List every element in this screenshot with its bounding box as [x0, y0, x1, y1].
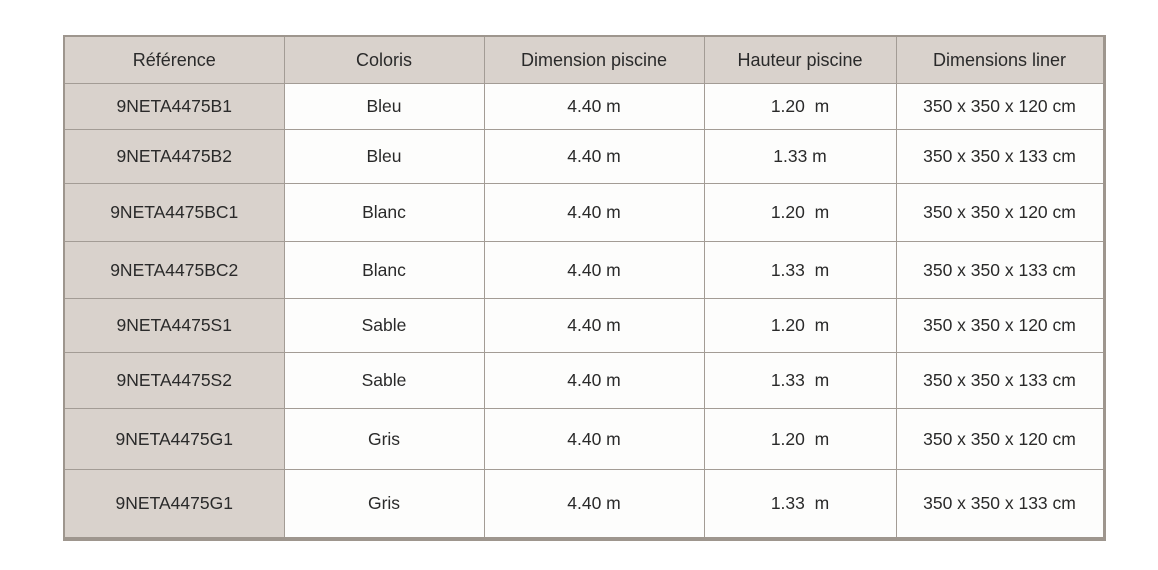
cell-hauteur-piscine: 1.33 m: [704, 130, 896, 184]
cell-coloris: Gris: [284, 409, 484, 470]
cell-dimension-piscine: 4.40 m: [484, 299, 704, 353]
cell-hauteur-piscine: 1.20 m: [704, 299, 896, 353]
cell-reference: 9NETA4475B1: [64, 84, 284, 130]
cell-reference: 9NETA4475BC1: [64, 184, 284, 242]
cell-coloris: Bleu: [284, 130, 484, 184]
column-header-reference: Référence: [64, 36, 284, 84]
cell-dimensions-liner: 350 x 350 x 133 cm: [896, 130, 1104, 184]
cell-dimensions-liner: 350 x 350 x 120 cm: [896, 84, 1104, 130]
pool-liner-spec-table: [63, 35, 1106, 541]
cell-dimension-piscine: 4.40 m: [484, 353, 704, 409]
cell-dimension-piscine: 4.40 m: [484, 130, 704, 184]
column-header-dimensions-liner: Dimensions liner: [896, 36, 1104, 84]
cell-coloris: Gris: [284, 470, 484, 539]
cell-reference: 9NETA4475G1: [64, 470, 284, 539]
table-row: [64, 130, 1104, 184]
cell-reference: 9NETA4475B2: [64, 130, 284, 184]
cell-hauteur-piscine: 1.20 m: [704, 409, 896, 470]
table-row: [64, 84, 1104, 130]
table-row: [64, 299, 1104, 353]
table-row: [64, 470, 1104, 539]
cell-hauteur-piscine: 1.33 m: [704, 242, 896, 299]
cell-reference: 9NETA4475BC2: [64, 242, 284, 299]
cell-dimensions-liner: 350 x 350 x 133 cm: [896, 242, 1104, 299]
cell-dimensions-liner: 350 x 350 x 120 cm: [896, 299, 1104, 353]
column-header-hauteur-piscine: Hauteur piscine: [704, 36, 896, 84]
cell-dimensions-liner: 350 x 350 x 120 cm: [896, 409, 1104, 470]
cell-coloris: Blanc: [284, 184, 484, 242]
table-row: [64, 353, 1104, 409]
cell-hauteur-piscine: 1.20 m: [704, 84, 896, 130]
cell-hauteur-piscine: 1.20 m: [704, 184, 896, 242]
cell-dimension-piscine: 4.40 m: [484, 184, 704, 242]
column-header-dimension-piscine: Dimension piscine: [484, 36, 704, 84]
cell-reference: 9NETA4475S1: [64, 299, 284, 353]
cell-coloris: Sable: [284, 299, 484, 353]
cell-dimension-piscine: 4.40 m: [484, 84, 704, 130]
cell-dimension-piscine: 4.40 m: [484, 242, 704, 299]
cell-coloris: Bleu: [284, 84, 484, 130]
cell-hauteur-piscine: 1.33 m: [704, 353, 896, 409]
cell-reference: 9NETA4475S2: [64, 353, 284, 409]
table-row: [64, 242, 1104, 299]
table-row: [64, 409, 1104, 470]
cell-hauteur-piscine: 1.33 m: [704, 470, 896, 539]
cell-dimension-piscine: 4.40 m: [484, 470, 704, 539]
cell-dimensions-liner: 350 x 350 x 120 cm: [896, 184, 1104, 242]
cell-coloris: Blanc: [284, 242, 484, 299]
cell-reference: 9NETA4475G1: [64, 409, 284, 470]
cell-dimensions-liner: 350 x 350 x 133 cm: [896, 470, 1104, 539]
table-row: [64, 184, 1104, 242]
cell-dimension-piscine: 4.40 m: [484, 409, 704, 470]
cell-coloris: Sable: [284, 353, 484, 409]
column-header-coloris: Coloris: [284, 36, 484, 84]
cell-dimensions-liner: 350 x 350 x 133 cm: [896, 353, 1104, 409]
header-row: [64, 36, 1104, 84]
